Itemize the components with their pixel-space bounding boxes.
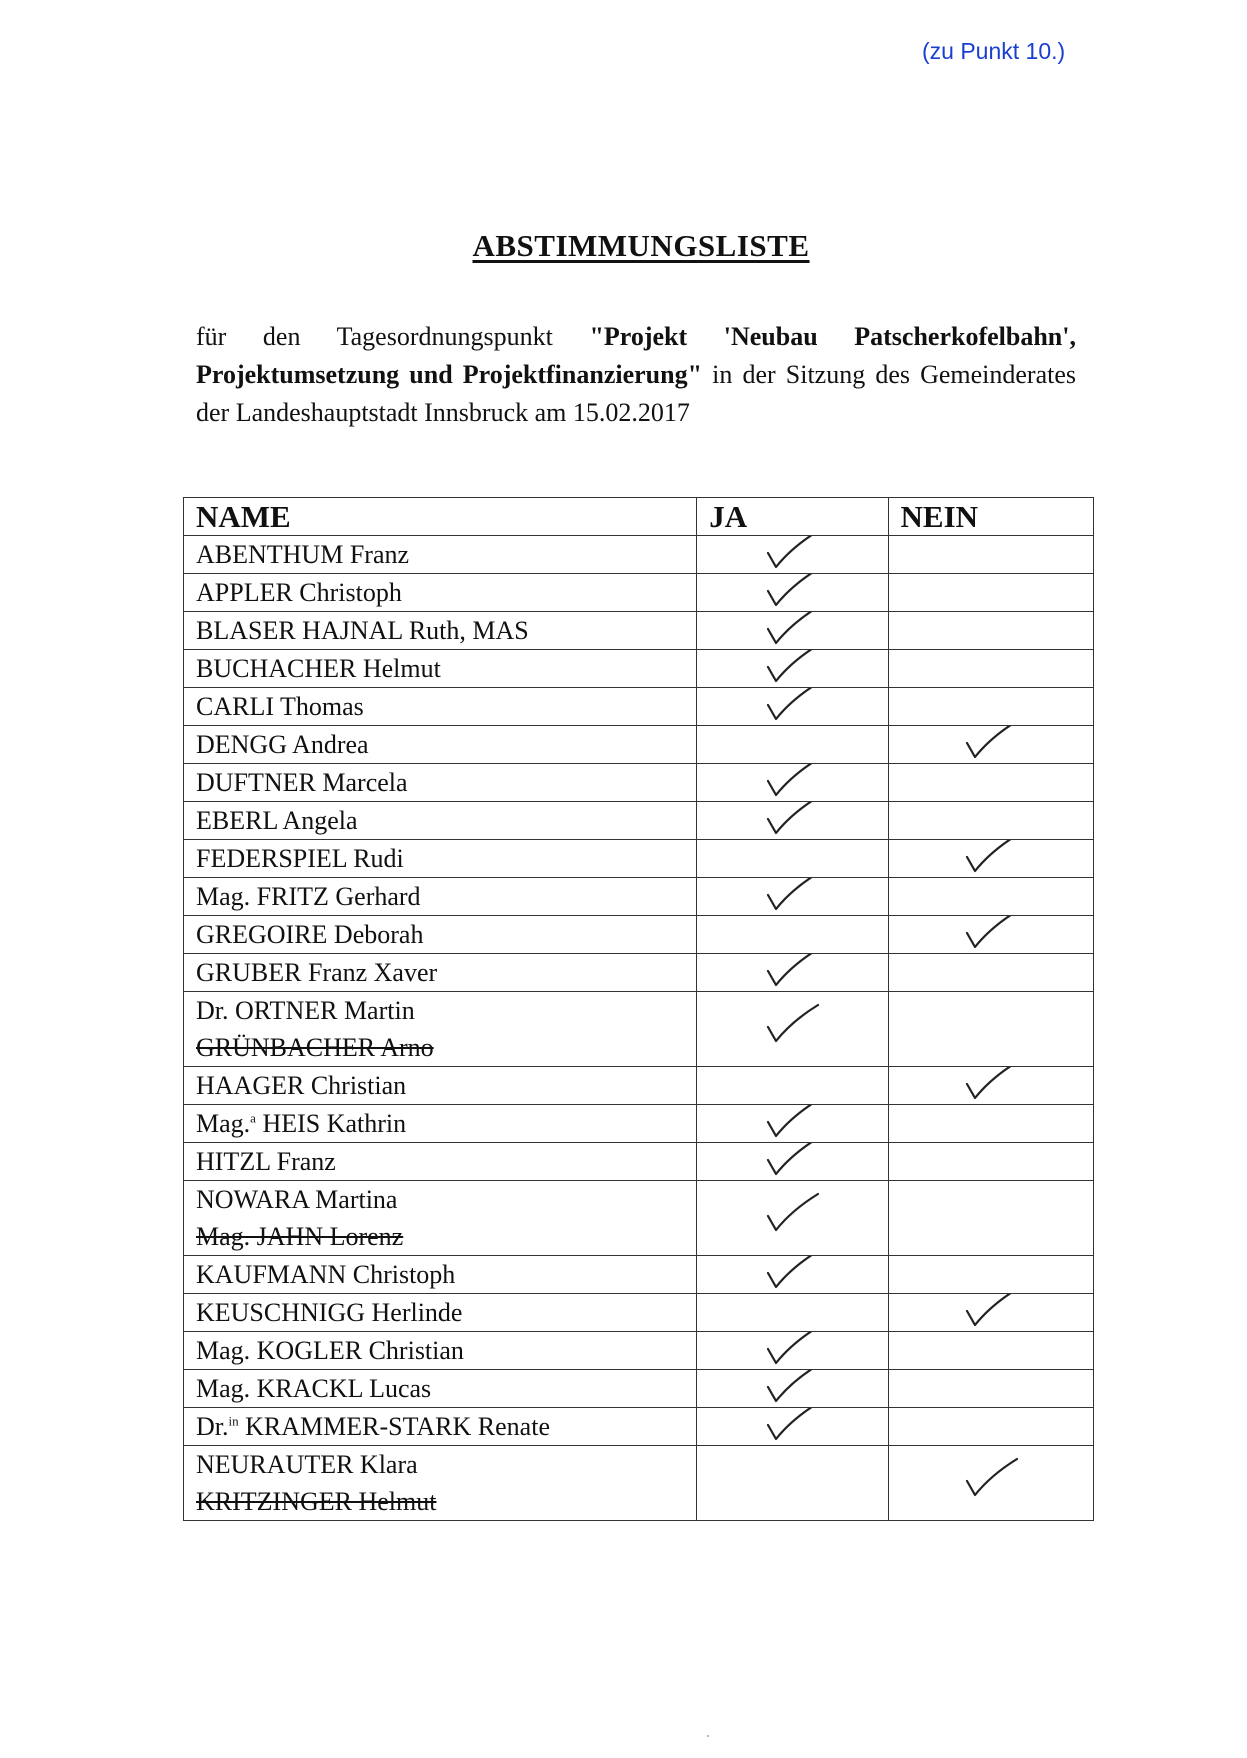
- voter-name-cell: [184, 688, 697, 726]
- voter-name: [196, 878, 696, 915]
- vote-table: [183, 497, 1094, 1521]
- voter-name: [196, 1105, 696, 1142]
- voter-name-cell: [184, 1256, 697, 1294]
- voter-name-text: KRAMMER-STARK Renate: [238, 1412, 550, 1441]
- table-row: [184, 688, 1094, 726]
- table-row: [184, 764, 1094, 802]
- vote-no-cell: [888, 1408, 1093, 1446]
- voter-name-cell: [184, 536, 697, 574]
- struck-voter-name: Mag. JAHN Lorenz: [196, 1222, 404, 1251]
- vote-no-cell: [888, 764, 1093, 802]
- vote-yes-cell: [697, 878, 888, 916]
- table-row: [184, 1370, 1094, 1408]
- table-row: [184, 650, 1094, 688]
- table-row: [184, 1408, 1094, 1446]
- voter-name-text: DENGG Andrea: [196, 730, 369, 759]
- voter-name-text: EBERL Angela: [196, 806, 358, 835]
- voter-name-text: BUCHACHER Helmut: [196, 654, 441, 683]
- voter-name-cell: [184, 878, 697, 916]
- voter-name-text: APPLER Christoph: [196, 578, 402, 607]
- voter-title: Mag.: [196, 1109, 251, 1138]
- vote-no-cell: [888, 1332, 1093, 1370]
- vote-table-body: [184, 536, 1094, 1521]
- voter-name-cell: [184, 650, 697, 688]
- voter-name-cell: [184, 1408, 697, 1446]
- voter-name-cell: [184, 916, 697, 954]
- voter-name-cell: [184, 1181, 697, 1256]
- voter-name-cell: [184, 1332, 697, 1370]
- vote-yes-cell: [697, 1256, 888, 1294]
- header-no: NEIN: [888, 498, 1093, 536]
- table-row: [184, 726, 1094, 764]
- table-row: [184, 536, 1094, 574]
- voter-name: [196, 992, 696, 1029]
- intro-paragraph: [196, 318, 1076, 432]
- table-row: [184, 1067, 1094, 1105]
- vote-no-cell: [888, 1256, 1093, 1294]
- vote-no-cell: [888, 650, 1093, 688]
- vote-yes-cell: [697, 764, 888, 802]
- voter-name-cell: [184, 1067, 697, 1105]
- vote-no-cell: [888, 1067, 1093, 1105]
- voter-name-text: HITZL Franz: [196, 1147, 336, 1176]
- intro-prefix: für den Tagesordnungspunkt: [196, 322, 590, 351]
- vote-yes-cell: [697, 574, 888, 612]
- agenda-topic: "Projekt 'Neubau Patscherkofelbahn', Projektumsetzung und Projektfinanzierung": [196, 322, 1076, 389]
- voter-name-cell: [184, 1446, 697, 1521]
- intro-suffix: in der Sitzung des Gemeinderates der Landeshauptstadt Innsbruck am 15.02.2017: [196, 360, 1077, 427]
- table-row: [184, 802, 1094, 840]
- vote-no-cell: [888, 1181, 1093, 1256]
- voter-name: [196, 840, 696, 877]
- voter-name-cell: [184, 726, 697, 764]
- voter-name: [196, 1256, 696, 1293]
- vote-yes-cell: [697, 612, 888, 650]
- table-row: [184, 840, 1094, 878]
- voter-name-text: GREGOIRE Deborah: [196, 920, 424, 949]
- vote-yes-cell: [697, 1105, 888, 1143]
- vote-yes-cell: [697, 954, 888, 992]
- vote-yes-cell: [697, 1408, 888, 1446]
- vote-no-cell: [888, 840, 1093, 878]
- voter-name: [196, 1294, 696, 1331]
- table-row: [184, 1181, 1094, 1256]
- agenda-reference: (zu Punkt 10.): [922, 38, 1066, 64]
- voter-name-text: Dr. ORTNER Martin: [196, 996, 415, 1025]
- header-name: NAME: [184, 498, 697, 536]
- voter-name: [196, 726, 696, 763]
- voter-name-cell: [184, 954, 697, 992]
- table-header-row: [184, 498, 1094, 536]
- voter-name-text: HAAGER Christian: [196, 1071, 407, 1100]
- voter-name: [196, 688, 696, 725]
- table-row: [184, 954, 1094, 992]
- voter-name: [196, 650, 696, 687]
- voter-name: [196, 1446, 696, 1483]
- vote-no-cell: [888, 1294, 1093, 1332]
- voter-name-cell: [184, 1143, 697, 1181]
- voter-name: [196, 802, 696, 839]
- vote-yes-cell: [697, 840, 888, 878]
- vote-no-cell: [888, 954, 1093, 992]
- table-row: [184, 878, 1094, 916]
- struck-voter-name: GRÜNBACHER Arno: [196, 1033, 434, 1062]
- vote-no-cell: [888, 536, 1093, 574]
- voter-name: [196, 1067, 696, 1104]
- voter-name: [196, 1370, 696, 1407]
- vote-yes-cell: [697, 1370, 888, 1408]
- voter-name-text: Mag. KRACKL Lucas: [196, 1374, 432, 1403]
- voter-name-cell: [184, 992, 697, 1067]
- document-title: ABSTIMMUNGSLISTE: [472, 228, 810, 263]
- voter-name-text: CARLI Thomas: [196, 692, 364, 721]
- vote-yes-cell: [697, 1181, 888, 1256]
- voter-title: Dr.: [196, 1412, 229, 1441]
- vote-no-cell: [888, 1370, 1093, 1408]
- vote-yes-cell: [697, 1143, 888, 1181]
- scan-speck: [707, 1735, 709, 1737]
- vote-yes-cell: [697, 1067, 888, 1105]
- voter-name: [196, 1181, 696, 1218]
- table-row: [184, 574, 1094, 612]
- voter-name: [196, 1143, 696, 1180]
- voter-name-text: Mag. FRITZ Gerhard: [196, 882, 421, 911]
- table-row: [184, 1294, 1094, 1332]
- table-row: [184, 612, 1094, 650]
- vote-yes-cell: [697, 802, 888, 840]
- vote-yes-cell: [697, 536, 888, 574]
- voter-name: [196, 954, 696, 991]
- voter-name-cell: [184, 612, 697, 650]
- voter-name: [196, 916, 696, 953]
- voter-name-text: KEUSCHNIGG Herlinde: [196, 1298, 463, 1327]
- table-row: [184, 1143, 1094, 1181]
- vote-yes-cell: [697, 688, 888, 726]
- struck-voter-name: KRITZINGER Helmut: [196, 1487, 437, 1516]
- vote-no-cell: [888, 992, 1093, 1067]
- vote-no-cell: [888, 1446, 1093, 1521]
- voter-name: [196, 536, 696, 573]
- vote-no-cell: [888, 1143, 1093, 1181]
- vote-no-cell: [888, 916, 1093, 954]
- table-row: [184, 1105, 1094, 1143]
- voter-name-text: NEURAUTER Klara: [196, 1450, 418, 1479]
- voter-name: [196, 1332, 696, 1369]
- voter-title-suffix: a: [250, 1110, 256, 1126]
- vote-yes-cell: [697, 650, 888, 688]
- voter-name: [196, 764, 696, 801]
- voter-name-text: ABENTHUM Franz: [196, 540, 410, 569]
- vote-yes-cell: [697, 1332, 888, 1370]
- vote-no-cell: [888, 802, 1093, 840]
- vote-no-cell: [888, 878, 1093, 916]
- voter-name-text: NOWARA Martina: [196, 1185, 398, 1214]
- vote-yes-cell: [697, 1446, 888, 1521]
- table-row: [184, 1256, 1094, 1294]
- vote-no-cell: [888, 726, 1093, 764]
- voter-name-cell: [184, 840, 697, 878]
- voter-name-cell: [184, 802, 697, 840]
- vote-no-cell: [888, 574, 1093, 612]
- voter-name-text: BLASER HAJNAL Ruth, MAS: [196, 616, 529, 645]
- voter-name-cell: [184, 1370, 697, 1408]
- voter-name-text: KAUFMANN Christoph: [196, 1260, 456, 1289]
- vote-yes-cell: [697, 992, 888, 1067]
- voter-name: [196, 612, 696, 649]
- voter-name-cell: [184, 1105, 697, 1143]
- vote-no-cell: [888, 688, 1093, 726]
- voter-name-cell: [184, 1294, 697, 1332]
- table-row: [184, 916, 1094, 954]
- voter-name-text: Mag. KOGLER Christian: [196, 1336, 464, 1365]
- voter-name-text: GRUBER Franz Xaver: [196, 958, 438, 987]
- vote-yes-cell: [697, 1294, 888, 1332]
- table-row: [184, 992, 1094, 1067]
- table-row: [184, 1446, 1094, 1521]
- vote-no-cell: [888, 1105, 1093, 1143]
- vote-yes-cell: [697, 916, 888, 954]
- voter-name-text: FEDERSPIEL Rudi: [196, 844, 404, 873]
- vote-no-cell: [888, 612, 1093, 650]
- header-yes: JA: [697, 498, 888, 536]
- vote-yes-cell: [697, 726, 888, 764]
- voter-name: [196, 574, 696, 611]
- voter-name-text: HEIS Kathrin: [255, 1109, 407, 1138]
- voter-name-cell: [184, 764, 697, 802]
- voter-name: [196, 1408, 696, 1445]
- voter-name-text: DUFTNER Marcela: [196, 768, 408, 797]
- voter-name-cell: [184, 574, 697, 612]
- voter-title-suffix: in: [228, 1413, 239, 1429]
- table-row: [184, 1332, 1094, 1370]
